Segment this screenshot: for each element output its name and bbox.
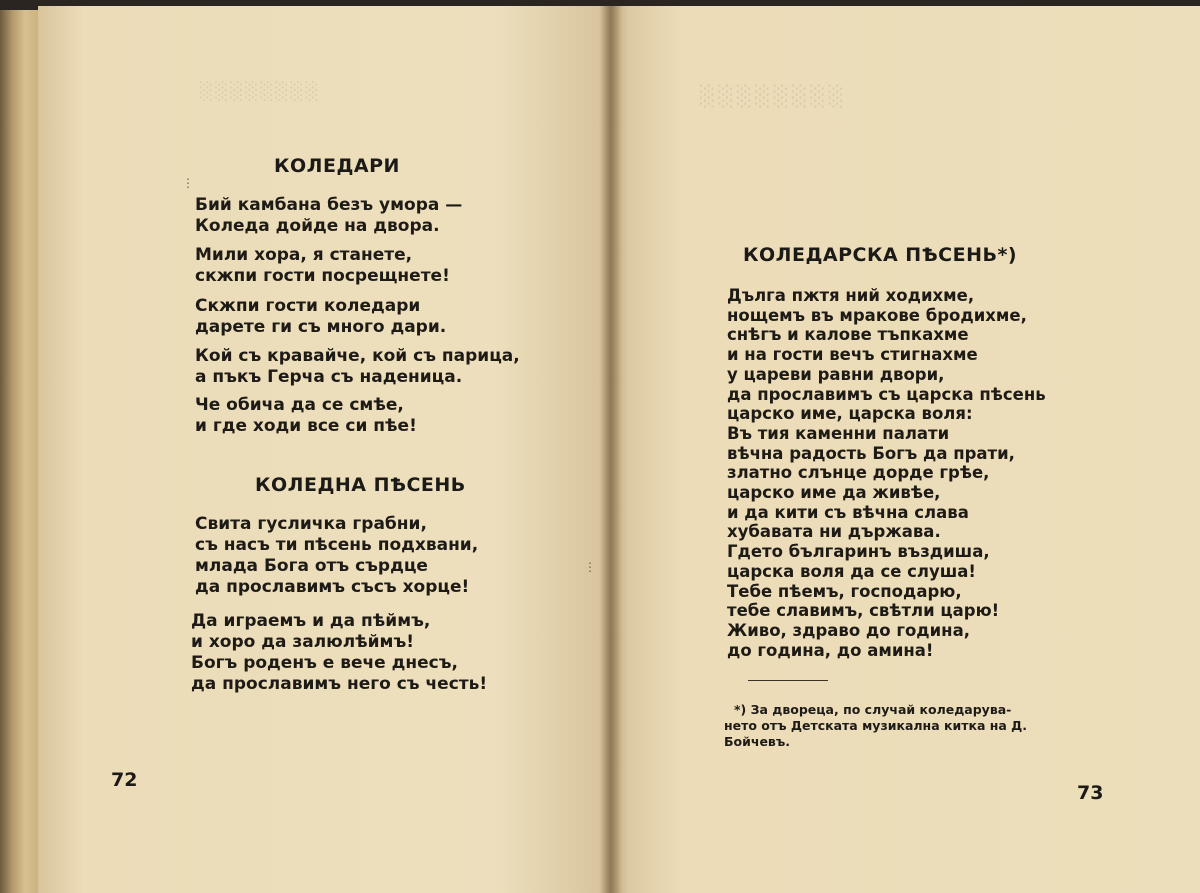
footnote-rule (748, 680, 828, 681)
verse-line: скжпи гости посрещнете! (195, 266, 450, 286)
verse-line: да прославимъ съсъ хорце! (195, 577, 470, 597)
stanza (195, 346, 520, 388)
verse-line: и хоро да залюлѣймъ! (191, 632, 414, 652)
verse-line: Бий камбана безъ умора — (195, 195, 463, 215)
verse-line: Да играемъ и да пѣймъ, (191, 611, 431, 631)
verse-line: Свита гусличка грабни, (195, 514, 427, 534)
stanza (191, 611, 487, 695)
footnote (724, 702, 1034, 750)
stanza (727, 286, 1046, 660)
page-edges (0, 10, 42, 893)
verse-line: тебе славимъ, свѣтли царю! (727, 601, 1000, 621)
verse-line: снѣгъ и калове тъпкахме (727, 325, 969, 345)
verse-line: Мили хора, я станете, (195, 245, 413, 265)
poem-title-koledari: КОЛЕДАРИ (274, 155, 400, 177)
verse-line: и на гости вечъ стигнахме (727, 345, 978, 365)
verse-line: царско име да живѣе, (727, 483, 941, 503)
stanza (195, 195, 462, 237)
footnote-line: *) За двореца, по случай коледарува- (734, 702, 1012, 717)
verse-line: млада Бога отъ сърдце (195, 556, 428, 576)
verse-line: Дълга пжтя ний ходихме, (727, 286, 975, 305)
verse-line: дарете ги съ много дари. (195, 317, 447, 337)
stanza (195, 296, 446, 338)
verse-line: Живо, здраво до година, (727, 620, 970, 640)
verse-line: хубавата ни държава. (727, 522, 941, 542)
verse-line: до година, до амина! (727, 640, 934, 660)
verse-line: да прославимъ съ царска пѣсень (727, 384, 1046, 404)
stanza (195, 395, 417, 437)
stain-mark: ⋮ (182, 176, 194, 190)
verse-line: златно слънце дорде грѣе, (727, 463, 990, 483)
show-through-text: ░░░░░░░░ (700, 84, 848, 108)
poem-title-koledarska-pesen: КОЛЕДАРСКА ПѢСЕНЬ*) (743, 244, 1018, 266)
footnote-line: Бойчевъ. (724, 734, 790, 749)
verse-line: Коледа дойде на двора. (195, 216, 440, 236)
poem-title-koledna-pesen: КОЛЕДНА ПѢСЕНЬ (255, 474, 466, 496)
verse-line: и да кити съ вѣчна слава (727, 502, 969, 522)
show-through-text: ░░░░░░░░ (200, 82, 321, 102)
verse-line: Кой съ кравайче, кой съ парица, (195, 346, 520, 366)
verse-line: съ насъ ти пѣсень подхвани, (195, 535, 479, 555)
verse-line: царско име, царска воля: (727, 404, 973, 424)
verse-line: и где ходи все си пѣе! (195, 416, 417, 436)
left-page (38, 6, 610, 893)
verse-line: Богъ роденъ е вече днесъ, (191, 653, 458, 673)
verse-line: да прославимъ него съ честь! (191, 674, 488, 694)
verse-line: Въ тия каменни палати (727, 423, 950, 443)
verse-line: Гдето българинъ въздиша, (727, 542, 990, 562)
stanza (195, 245, 450, 287)
verse-line: у цареви равни двори, (727, 364, 945, 384)
verse-line: вѣчна радость Богъ да прати, (727, 443, 1015, 463)
page-number-left: 72 (111, 769, 138, 791)
book-gutter (600, 6, 622, 893)
verse-line: Че обича да се смѣе, (195, 395, 404, 415)
verse-line: а пъкъ Герча съ наденица. (195, 367, 463, 387)
page-number-right: 73 (1077, 782, 1104, 804)
verse-line: царска воля да се слуша! (727, 561, 976, 581)
footnote-line: нето отъ Детската музикална китка на Д. (724, 718, 1028, 733)
verse-line: Скжпи гости коледари (195, 296, 421, 316)
stain-mark: ⋮ (584, 560, 596, 574)
verse-line: Тебе пѣемъ, господарю, (727, 581, 962, 601)
stanza (195, 514, 478, 598)
verse-line: нощемъ въ мракове бродихме, (727, 305, 1027, 325)
